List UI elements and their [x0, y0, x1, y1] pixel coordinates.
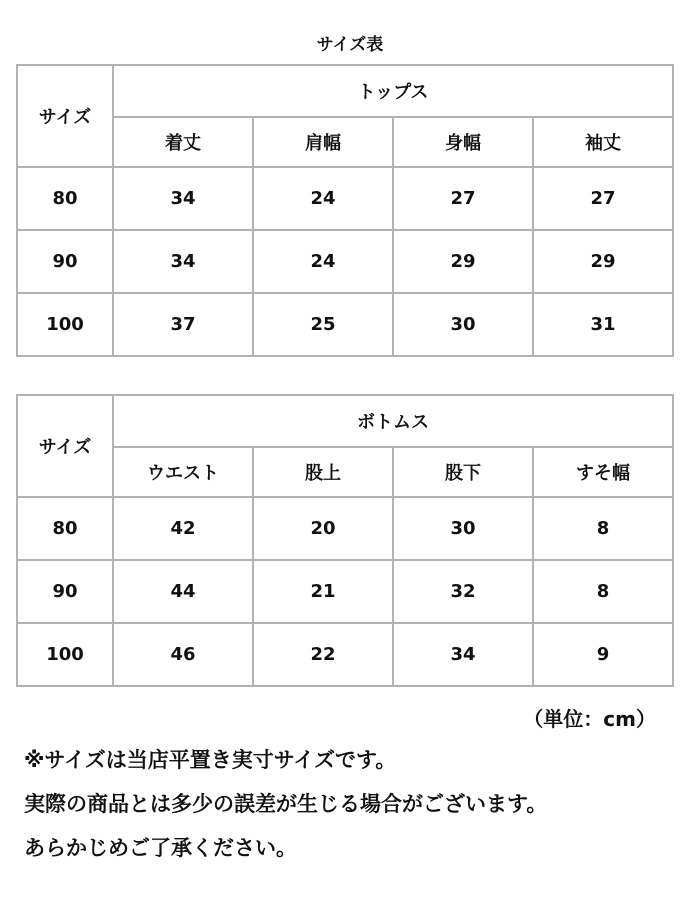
size-cell: 80	[17, 167, 113, 230]
column-header: 袖丈	[533, 117, 673, 167]
column-header: 股上	[253, 447, 393, 497]
column-header: ウエスト	[113, 447, 253, 497]
size-cell: 100	[17, 623, 113, 686]
size-cell: 80	[17, 497, 113, 560]
value-cell: 20	[253, 497, 393, 560]
value-cell: 24	[253, 167, 393, 230]
group-header: ボトムス	[113, 395, 673, 447]
value-cell: 29	[533, 230, 673, 293]
column-header: すそ幅	[533, 447, 673, 497]
table-row	[17, 167, 673, 230]
tops-size-table	[16, 64, 674, 357]
value-cell: 42	[113, 497, 253, 560]
table-row	[17, 230, 673, 293]
note-line: 実際の商品とは多少の誤差が生じる場合がございます。	[24, 792, 548, 816]
value-cell: 8	[533, 560, 673, 623]
column-header: 身幅	[393, 117, 533, 167]
size-cell: 90	[17, 560, 113, 623]
group-header: トップス	[113, 65, 673, 117]
table-row	[17, 560, 673, 623]
value-cell: 30	[393, 293, 533, 356]
unit-label: （単位：cm）	[523, 707, 656, 731]
value-cell: 31	[533, 293, 673, 356]
value-cell: 34	[113, 230, 253, 293]
value-cell: 25	[253, 293, 393, 356]
note-line: あらかじめご了承ください。	[24, 836, 297, 860]
column-header: 肩幅	[253, 117, 393, 167]
bottoms-size-table	[16, 394, 674, 687]
value-cell: 27	[393, 167, 533, 230]
value-cell: 24	[253, 230, 393, 293]
value-cell: 8	[533, 497, 673, 560]
value-cell: 21	[253, 560, 393, 623]
value-cell: 34	[113, 167, 253, 230]
value-cell: 22	[253, 623, 393, 686]
column-header: 着丈	[113, 117, 253, 167]
table-row	[17, 497, 673, 560]
size-cell: 90	[17, 230, 113, 293]
value-cell: 29	[393, 230, 533, 293]
value-cell: 32	[393, 560, 533, 623]
table-row	[17, 293, 673, 356]
table-row	[17, 623, 673, 686]
value-cell: 9	[533, 623, 673, 686]
value-cell: 30	[393, 497, 533, 560]
value-cell: 46	[113, 623, 253, 686]
value-cell: 44	[113, 560, 253, 623]
value-cell: 37	[113, 293, 253, 356]
value-cell: 27	[533, 167, 673, 230]
size-header: サイズ	[17, 395, 113, 497]
value-cell: 34	[393, 623, 533, 686]
page-title: サイズ表	[316, 35, 384, 55]
note-line: ※サイズは当店平置き実寸サイズです。	[24, 748, 397, 772]
column-header: 股下	[393, 447, 533, 497]
size-header: サイズ	[17, 65, 113, 167]
size-cell: 100	[17, 293, 113, 356]
